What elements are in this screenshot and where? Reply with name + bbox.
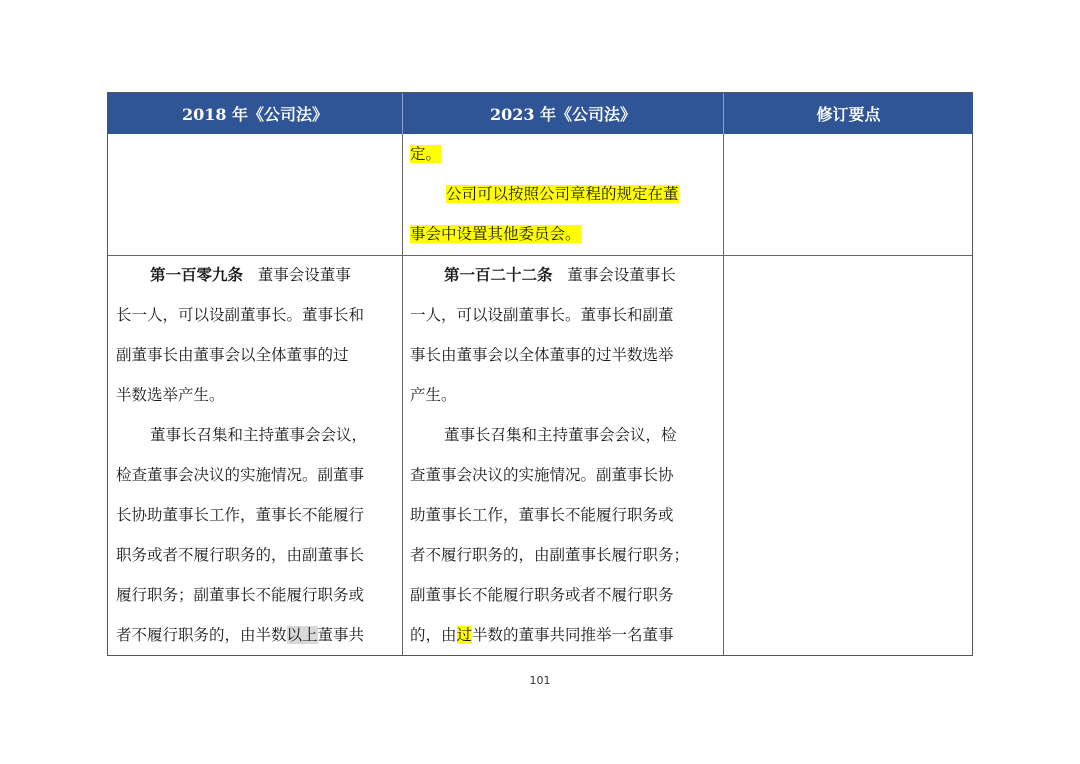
row2-col2-line3: 事长由董事会以全体董事的过半数选举: [410, 346, 674, 364]
row2-col1-line7: 长协助董事长工作，董事长不能履行: [116, 506, 365, 524]
header-2023: 2023 年《公司法》: [402, 93, 723, 134]
row2-col1-line1: 董事会设董事: [257, 266, 351, 284]
added-text-guo: 过: [456, 626, 473, 644]
header-revision-points: 修订要点: [723, 93, 973, 134]
article-109-title: 第一百零九条: [150, 265, 244, 284]
row2-col2-line1: 董事会设董事长: [567, 266, 676, 284]
row2-col1-line6: 检查董事会决议的实施情况。副董事: [116, 466, 365, 484]
row1-col2-line3: 事会中设置其他委员会。: [410, 225, 581, 243]
row2-col2-line5: 董事长召集和主持董事会会议，检: [444, 426, 677, 444]
row2-col2-line7: 助董事长工作，董事长不能履行职务或: [410, 506, 674, 524]
comparison-table: [107, 92, 973, 656]
page-number: 101: [529, 674, 551, 687]
row1-col2-line2: 公司可以按照公司章程的规定在董: [446, 185, 679, 203]
row2-col2-line4: 产生。: [410, 386, 457, 404]
column-divider-2: [723, 134, 724, 655]
article-122-title: 第一百二十二条: [444, 265, 553, 284]
row2-col2-line10-a: 的，由: [410, 626, 457, 644]
row2-col2-line10-c: 半数的董事共同推举一名董事: [472, 626, 674, 644]
header-2018: 2018 年《公司法》: [108, 93, 402, 134]
column-divider-1: [402, 134, 403, 655]
row2-col1-line10-c: 董事共: [317, 626, 365, 644]
row2-col1-line4: 半数选举产生。: [116, 386, 225, 404]
row2-col1-line10-a: 者不履行职务的，由半数: [116, 626, 287, 644]
row2-col1-line3: 副董事长由董事会以全体董事的过: [116, 346, 349, 364]
row2-col1-line9: 履行职务；副董事长不能履行职务或: [116, 586, 365, 604]
row2-col2-line6: 查董事会决议的实施情况。副董事长协: [410, 466, 674, 484]
row2-col2-line10: [410, 615, 674, 655]
row2-col1-line5: 董事长召集和主持董事会会议，: [150, 426, 368, 444]
row2-col1-line2: 长一人，可以设副董事长。董事长和: [116, 306, 365, 324]
deleted-text-yishang: 以上: [286, 626, 318, 644]
row2-col2-line9: 副董事长不能履行职务或者不履行职务: [410, 586, 674, 604]
row2-col1-line10: [116, 615, 364, 655]
row2-col1-line8: 职务或者不履行职务的，由副董事长: [116, 546, 365, 564]
row2-col2-line2: 一人，可以设副董事长。董事长和副董: [410, 306, 674, 324]
row2-col2-line8: 者不履行职务的，由副董事长履行职务；: [410, 546, 690, 564]
row1-col2-line1: 定。: [410, 145, 442, 163]
